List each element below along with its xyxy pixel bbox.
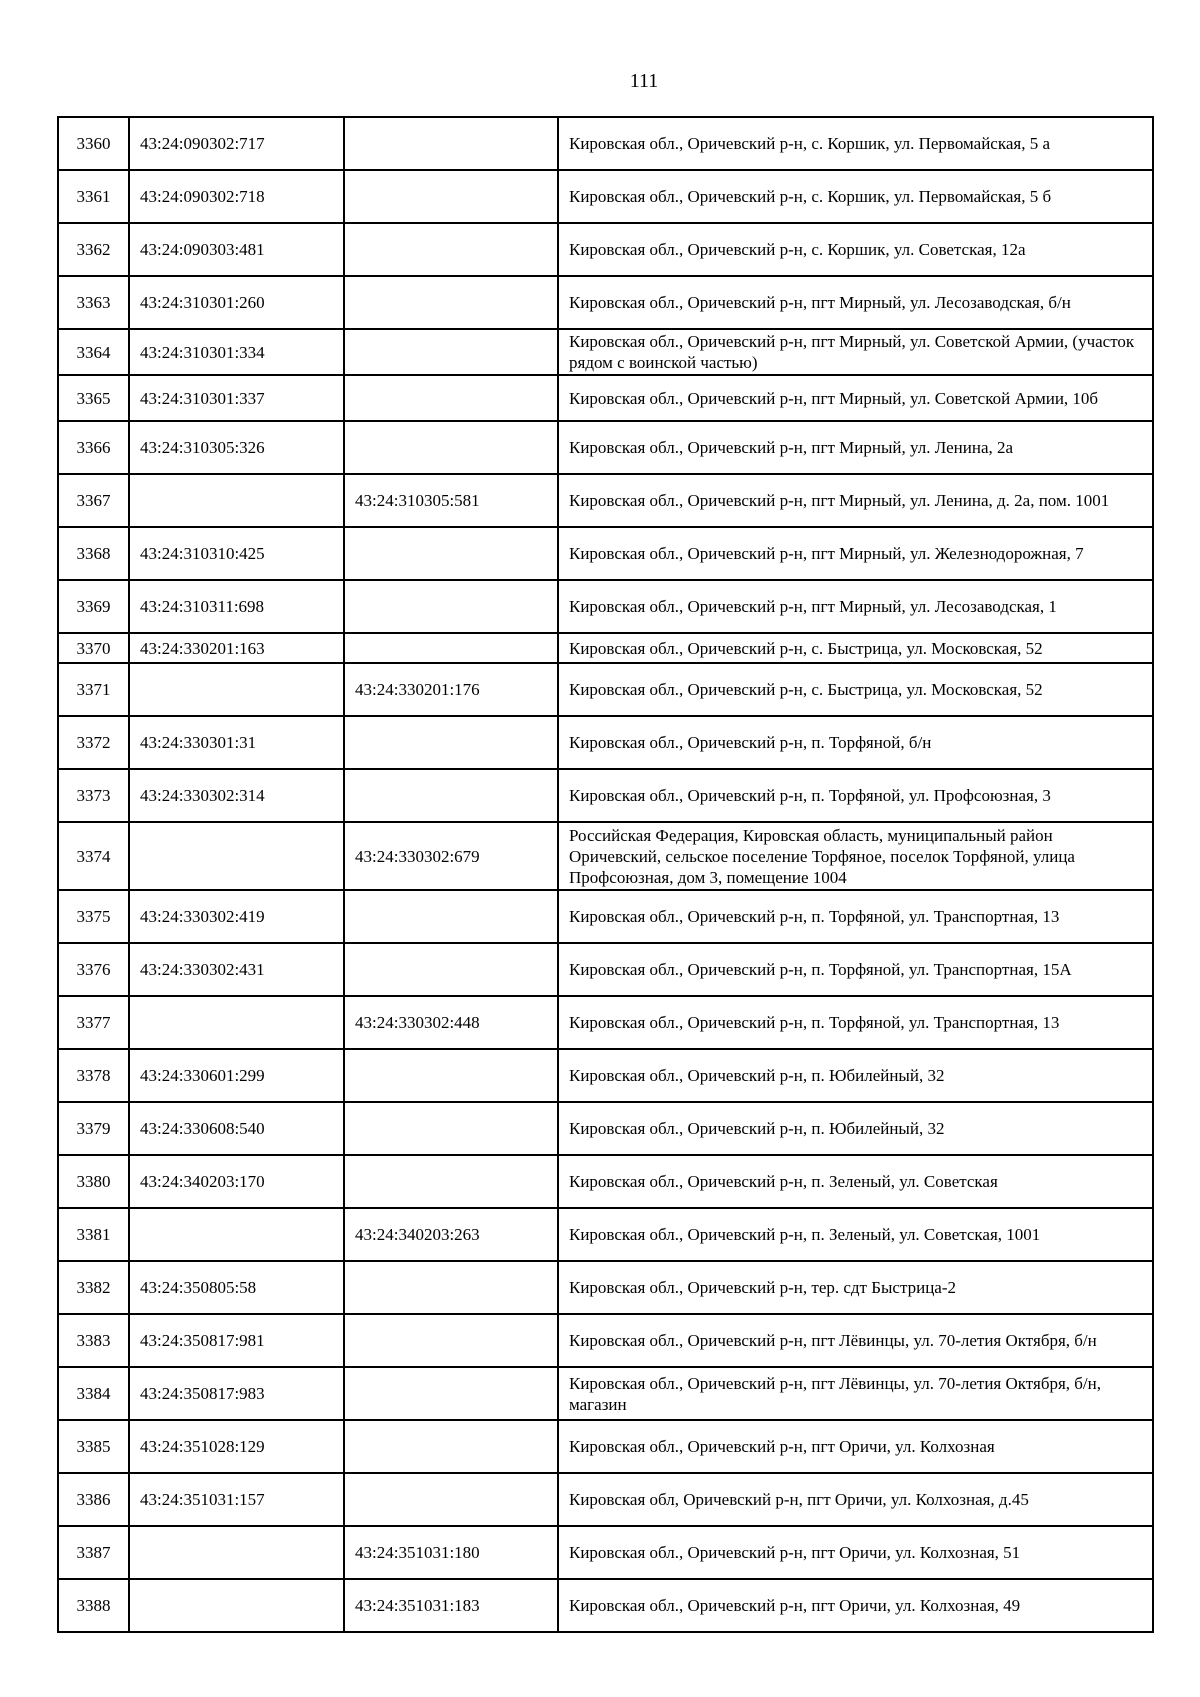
cadastral-number: 43:24:330302:314 (129, 769, 344, 822)
row-number: 3379 (58, 1102, 129, 1155)
cadastral-number: 43:24:350817:981 (129, 1314, 344, 1367)
row-number: 3369 (58, 580, 129, 633)
premises-cadastral-number: 43:24:310305:581 (344, 474, 558, 527)
address: Кировская обл., Оричевский р-н, п. Торфяной, ул. Профсоюзная, 3 (558, 769, 1153, 822)
row-number: 3383 (58, 1314, 129, 1367)
table-row (58, 580, 1153, 633)
cadastral-number (129, 474, 344, 527)
table-row (58, 421, 1153, 474)
cadastral-number: 43:24:310301:260 (129, 276, 344, 329)
cadastral-number: 43:24:090302:718 (129, 170, 344, 223)
premises-cadastral-number (344, 890, 558, 943)
premises-cadastral-number: 43:24:330201:176 (344, 663, 558, 716)
cadastral-number: 43:24:090303:481 (129, 223, 344, 276)
premises-cadastral-number (344, 580, 558, 633)
address: Кировская обл., Оричевский р-н, п. Торфяной, ул. Транспортная, 15А (558, 943, 1153, 996)
row-number: 3370 (58, 633, 129, 663)
registry-table (57, 116, 1154, 1633)
address: Кировская обл, Оричевский р-н, пгт Оричи, ул. Колхозная, д.45 (558, 1473, 1153, 1526)
address: Кировская обл., Оричевский р-н, п. Торфяной, ул. Транспортная, 13 (558, 996, 1153, 1049)
cadastral-number: 43:24:310311:698 (129, 580, 344, 633)
address: Кировская обл., Оричевский р-н, п. Зеленый, ул. Советская (558, 1155, 1153, 1208)
row-number: 3363 (58, 276, 129, 329)
premises-cadastral-number (344, 117, 558, 170)
premises-cadastral-number: 43:24:351031:183 (344, 1579, 558, 1632)
premises-cadastral-number (344, 375, 558, 421)
address: Кировская обл., Оричевский р-н, п. Юбилейный, 32 (558, 1102, 1153, 1155)
premises-cadastral-number: 43:24:351031:180 (344, 1526, 558, 1579)
table-row (58, 716, 1153, 769)
cadastral-number (129, 1208, 344, 1261)
table-row (58, 1049, 1153, 1102)
table-row (58, 1367, 1153, 1420)
table-row (58, 276, 1153, 329)
premises-cadastral-number (344, 1102, 558, 1155)
premises-cadastral-number (344, 1261, 558, 1314)
row-number: 3385 (58, 1420, 129, 1473)
address: Кировская обл., Оричевский р-н, пгт Мирный, ул. Советской Армии, 10б (558, 375, 1153, 421)
table-row (58, 1208, 1153, 1261)
address: Кировская обл., Оричевский р-н, пгт Оричи, ул. Колхозная, 51 (558, 1526, 1153, 1579)
row-number: 3365 (58, 375, 129, 421)
premises-cadastral-number (344, 329, 558, 375)
address: Кировская обл., Оричевский р-н, с. Быстрица, ул. Московская, 52 (558, 633, 1153, 663)
row-number: 3373 (58, 769, 129, 822)
cadastral-number: 43:24:090302:717 (129, 117, 344, 170)
row-number: 3378 (58, 1049, 129, 1102)
row-number: 3366 (58, 421, 129, 474)
row-number: 3384 (58, 1367, 129, 1420)
row-number: 3374 (58, 822, 129, 890)
table-row (58, 1526, 1153, 1579)
address: Кировская обл., Оричевский р-н, п. Зеленый, ул. Советская, 1001 (558, 1208, 1153, 1261)
premises-cadastral-number (344, 1420, 558, 1473)
address: Кировская обл., Оричевский р-н, с. Быстрица, ул. Московская, 52 (558, 663, 1153, 716)
cadastral-number: 43:24:330601:299 (129, 1049, 344, 1102)
table-row (58, 474, 1153, 527)
table-row (58, 769, 1153, 822)
premises-cadastral-number: 43:24:330302:448 (344, 996, 558, 1049)
premises-cadastral-number (344, 276, 558, 329)
address: Кировская обл., Оричевский р-н, пгт Мирный, ул. Лесозаводская, 1 (558, 580, 1153, 633)
table-row (58, 822, 1153, 890)
table-row (58, 633, 1153, 663)
address: Кировская обл., Оричевский р-н, п. Торфяной, ул. Транспортная, 13 (558, 890, 1153, 943)
row-number: 3360 (58, 117, 129, 170)
address: Кировская обл., Оричевский р-н, п. Торфяной, б/н (558, 716, 1153, 769)
cadastral-number (129, 996, 344, 1049)
table-row (58, 1473, 1153, 1526)
premises-cadastral-number (344, 421, 558, 474)
address: Кировская обл., Оричевский р-н, п. Юбилейный, 32 (558, 1049, 1153, 1102)
table-row (58, 527, 1153, 580)
address: Российская Федерация, Кировская область, муниципальный район Оричевский, сельское поселение Торфяное, поселок Торфяной, улица Профсоюзная, дом 3, помещение 1004 (558, 822, 1153, 890)
cadastral-number: 43:24:330302:419 (129, 890, 344, 943)
premises-cadastral-number (344, 716, 558, 769)
premises-cadastral-number (344, 527, 558, 580)
row-number: 3376 (58, 943, 129, 996)
premises-cadastral-number (344, 170, 558, 223)
address: Кировская обл., Оричевский р-н, пгт Мирный, ул. Железнодорожная, 7 (558, 527, 1153, 580)
table-row (58, 329, 1153, 375)
premises-cadastral-number (344, 943, 558, 996)
premises-cadastral-number (344, 1314, 558, 1367)
address: Кировская обл., Оричевский р-н, пгт Мирный, ул. Ленина, 2а (558, 421, 1153, 474)
cadastral-number (129, 663, 344, 716)
table-row (58, 1420, 1153, 1473)
cadastral-number (129, 1579, 344, 1632)
address: Кировская обл., Оричевский р-н, с. Коршик, ул. Первомайская, 5 а (558, 117, 1153, 170)
row-number: 3377 (58, 996, 129, 1049)
cadastral-number: 43:24:351028:129 (129, 1420, 344, 1473)
address: Кировская обл., Оричевский р-н, пгт Оричи, ул. Колхозная (558, 1420, 1153, 1473)
cadastral-number: 43:24:350805:58 (129, 1261, 344, 1314)
table-row (58, 117, 1153, 170)
premises-cadastral-number (344, 1049, 558, 1102)
premises-cadastral-number (344, 633, 558, 663)
cadastral-number: 43:24:310301:334 (129, 329, 344, 375)
table-row (58, 223, 1153, 276)
premises-cadastral-number: 43:24:330302:679 (344, 822, 558, 890)
premises-cadastral-number (344, 1367, 558, 1420)
address: Кировская обл., Оричевский р-н, пгт Мирный, ул. Ленина, д. 2а, пом. 1001 (558, 474, 1153, 527)
cadastral-number: 43:24:330201:163 (129, 633, 344, 663)
row-number: 3387 (58, 1526, 129, 1579)
address: Кировская обл., Оричевский р-н, тер. сдт Быстрица-2 (558, 1261, 1153, 1314)
premises-cadastral-number (344, 1155, 558, 1208)
table-row (58, 1102, 1153, 1155)
table-row (58, 1155, 1153, 1208)
address: Кировская обл., Оричевский р-н, пгт Лёвинцы, ул. 70-летия Октября, б/н (558, 1314, 1153, 1367)
cadastral-number (129, 1526, 344, 1579)
row-number: 3380 (58, 1155, 129, 1208)
table-row (58, 170, 1153, 223)
cadastral-number: 43:24:330302:431 (129, 943, 344, 996)
cadastral-number: 43:24:310310:425 (129, 527, 344, 580)
row-number: 3382 (58, 1261, 129, 1314)
premises-cadastral-number (344, 1473, 558, 1526)
address: Кировская обл., Оричевский р-н, пгт Мирный, ул. Советской Армии, (участок рядом с воинской частью) (558, 329, 1153, 375)
row-number: 3371 (58, 663, 129, 716)
cadastral-number: 43:24:350817:983 (129, 1367, 344, 1420)
address: Кировская обл., Оричевский р-н, пгт Оричи, ул. Колхозная, 49 (558, 1579, 1153, 1632)
cadastral-number (129, 822, 344, 890)
row-number: 3364 (58, 329, 129, 375)
table-row (58, 943, 1153, 996)
table-row (58, 663, 1153, 716)
table-row (58, 890, 1153, 943)
premises-cadastral-number: 43:24:340203:263 (344, 1208, 558, 1261)
row-number: 3372 (58, 716, 129, 769)
cadastral-number: 43:24:310305:326 (129, 421, 344, 474)
address: Кировская обл., Оричевский р-н, пгт Лёвинцы, ул. 70-летия Октября, б/н, магазин (558, 1367, 1153, 1420)
table-row (58, 375, 1153, 421)
table-row (58, 1579, 1153, 1632)
page-number: 111 (629, 70, 659, 92)
row-number: 3361 (58, 170, 129, 223)
row-number: 3388 (58, 1579, 129, 1632)
premises-cadastral-number (344, 769, 558, 822)
address: Кировская обл., Оричевский р-н, пгт Мирный, ул. Лесозаводская, б/н (558, 276, 1153, 329)
table-row (58, 1314, 1153, 1367)
cadastral-number: 43:24:340203:170 (129, 1155, 344, 1208)
cadastral-number: 43:24:330301:31 (129, 716, 344, 769)
row-number: 3367 (58, 474, 129, 527)
premises-cadastral-number (344, 223, 558, 276)
cadastral-number: 43:24:351031:157 (129, 1473, 344, 1526)
row-number: 3381 (58, 1208, 129, 1261)
row-number: 3368 (58, 527, 129, 580)
table-row (58, 1261, 1153, 1314)
cadastral-number: 43:24:330608:540 (129, 1102, 344, 1155)
cadastral-number: 43:24:310301:337 (129, 375, 344, 421)
table-row (58, 996, 1153, 1049)
registry-rows (58, 117, 1153, 1632)
address: Кировская обл., Оричевский р-н, с. Коршик, ул. Первомайская, 5 б (558, 170, 1153, 223)
row-number: 3386 (58, 1473, 129, 1526)
address: Кировская обл., Оричевский р-н, с. Коршик, ул. Советская, 12а (558, 223, 1153, 276)
row-number: 3375 (58, 890, 129, 943)
row-number: 3362 (58, 223, 129, 276)
